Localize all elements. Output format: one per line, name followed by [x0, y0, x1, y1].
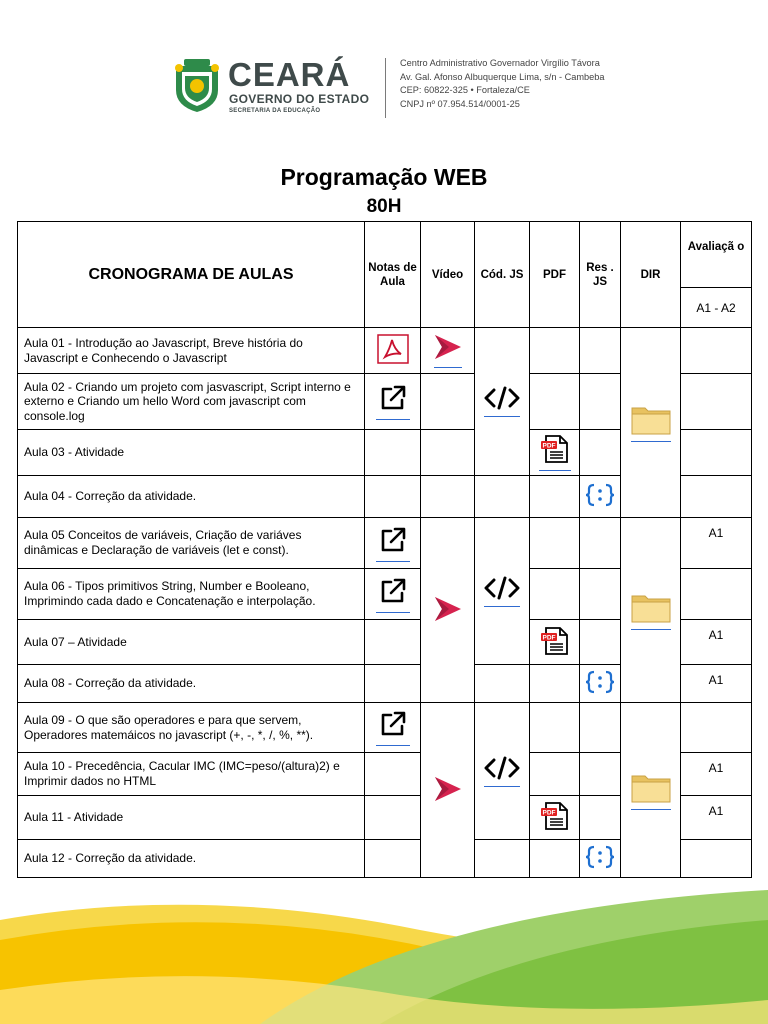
folder-link[interactable] [631, 591, 671, 630]
header-cod-js: Cód. JS [475, 222, 530, 328]
avaliacao-cell [681, 476, 752, 518]
notas-cell [365, 703, 421, 753]
cod-js-cell [475, 665, 530, 703]
code-js-link[interactable] [484, 386, 520, 417]
pdf-cell [530, 476, 580, 518]
pdf-cell [530, 840, 580, 878]
video-cell [421, 518, 475, 703]
avaliacao-cell [681, 703, 752, 753]
header-avaliacao: Avaliaçã o [681, 222, 752, 288]
pdf-cell [530, 569, 580, 620]
notas-cell [365, 374, 421, 430]
brand-subtitle: GOVERNO DO ESTADO [229, 92, 370, 106]
header-notas: Notas de Aula [365, 222, 421, 328]
aula-description: Aula 03 - Atividade [18, 430, 365, 476]
address-block [400, 57, 768, 111]
header-pdf: PDF [530, 222, 580, 328]
letterhead [0, 0, 768, 130]
brand-secretaria: SECRETARIA DA EDUCAÇÃO [229, 108, 321, 114]
video-cell [421, 476, 475, 518]
folder-icon [631, 591, 671, 623]
res-js-cell [580, 665, 621, 703]
acrobat-pdf-icon [377, 334, 409, 364]
avaliacao-cell: A1 [681, 753, 752, 796]
res-js-cell [580, 328, 621, 374]
pdf-file-icon [540, 801, 570, 831]
notas-cell [365, 753, 421, 796]
pdf-cell [530, 703, 580, 753]
folder-icon [631, 403, 671, 435]
pdf-file-icon [540, 434, 570, 464]
res-js-cell [580, 703, 621, 753]
play-video-icon [433, 775, 463, 803]
external-notes-link[interactable] [376, 576, 410, 613]
svg-text:PDF: PDF [542, 809, 555, 817]
cod-js-cell [475, 476, 530, 518]
notas-cell [365, 569, 421, 620]
res-js-link[interactable] [585, 670, 615, 697]
aula-description: Aula 06 - Tipos primitivos String, Number e Booleano, Imprimindo cada dado e Concatenação e interpolação. [18, 569, 365, 620]
brand-name: CEARÁ [228, 56, 351, 93]
avaliacao-cell: A1 [681, 665, 752, 703]
pdf-notes-link[interactable] [377, 334, 409, 367]
svg-text:PDF: PDF [542, 634, 555, 641]
folder-link[interactable] [631, 771, 671, 810]
notas-cell [365, 476, 421, 518]
pdf-cell [530, 374, 580, 430]
avaliacao-cell [681, 374, 752, 430]
dir-cell [621, 518, 681, 703]
aula-description: Aula 02 - Criando um projeto com jasvascript, Script interno e externo e Criando um hello Word com javascript com console.log [18, 374, 365, 430]
aula-description: Aula 11 - Atividade [18, 796, 365, 840]
aula-description: Aula 04 - Correção da atividade. [18, 476, 365, 518]
address-line: Av. Gal. Afonso Albuquerque Lima, s/n - Cambeba [400, 71, 605, 82]
pdf-cell [530, 430, 580, 476]
pdf-cell [530, 518, 580, 569]
code-icon [484, 756, 520, 780]
external-link-icon [378, 383, 408, 413]
res-js-cell [580, 518, 621, 569]
address-line: CNPJ nº 07.954.514/0001-25 [400, 98, 520, 109]
pdf-cell [530, 796, 580, 840]
dir-cell [621, 703, 681, 878]
header-res-js: Res . JS [580, 222, 621, 328]
code-js-link[interactable] [484, 576, 520, 607]
notas-cell [365, 430, 421, 476]
dir-cell [621, 328, 681, 518]
notas-cell [365, 796, 421, 840]
cod-js-cell [475, 840, 530, 878]
code-js-link[interactable] [484, 756, 520, 787]
json-braces-icon [585, 483, 615, 507]
res-js-link[interactable] [585, 845, 615, 872]
video-link[interactable] [433, 595, 463, 626]
external-link-icon [378, 576, 408, 606]
notas-cell [365, 840, 421, 878]
pdf-cell [530, 753, 580, 796]
play-video-icon [433, 595, 463, 623]
video-cell [421, 328, 475, 374]
external-notes-link[interactable] [376, 383, 410, 420]
notas-cell [365, 518, 421, 569]
external-notes-link[interactable] [376, 709, 410, 746]
cod-js-cell [475, 518, 530, 665]
state-seal-icon [172, 56, 222, 114]
code-icon [484, 576, 520, 600]
svg-text:PDF: PDF [542, 442, 555, 450]
res-js-cell [580, 840, 621, 878]
pdf-link[interactable] [540, 801, 570, 834]
header-divider [385, 58, 386, 118]
notas-cell [365, 665, 421, 703]
res-js-cell [580, 796, 621, 840]
external-link-icon [378, 525, 408, 555]
pdf-file-icon [540, 626, 570, 656]
page-title: Programação WEB [280, 164, 488, 190]
video-cell [421, 703, 475, 878]
cod-js-cell [475, 328, 530, 476]
notas-cell [365, 328, 421, 374]
address-line: CEP: 60822-325 • Fortaleza/CE [400, 85, 530, 96]
address-line: Centro Administrativo Governador Virgílio Távora [400, 58, 600, 68]
aula-description: Aula 08 - Correção da atividade. [18, 665, 365, 703]
external-link-icon [378, 709, 408, 739]
schedule-table [17, 221, 752, 878]
aula-description: Aula 10 - Precedência, Cacular IMC (IMC=peso/(altura)2) e Imprimir dados no HTML [18, 753, 365, 796]
video-link[interactable] [433, 333, 463, 368]
pdf-cell [530, 665, 580, 703]
header-dir: DIR [621, 222, 681, 328]
video-link[interactable] [433, 775, 463, 806]
pdf-link[interactable] [539, 434, 571, 471]
avaliacao-cell [681, 840, 752, 878]
avaliacao-cell [681, 430, 752, 476]
aula-description: Aula 07 – Atividade [18, 620, 365, 665]
code-icon [484, 386, 520, 410]
cod-js-cell [475, 703, 530, 840]
res-js-cell [580, 753, 621, 796]
header-avaliacao-sub: A1 - A2 [681, 288, 752, 328]
folder-link[interactable] [631, 403, 671, 442]
page-subtitle: 80H [366, 196, 402, 217]
res-js-cell [580, 476, 621, 518]
notas-cell [365, 620, 421, 665]
aula-description: Aula 01 - Introdução ao Javascript, Breve história do Javascript e Conhecendo o Javascript [18, 328, 365, 374]
avaliacao-cell: A1 [681, 796, 752, 840]
aula-description: Aula 05 Conceitos de variáveis, Criação de variáves dinâmicas e Declaração de variáveis (let e const). [18, 518, 365, 569]
footer-wave-decoration [0, 880, 768, 1024]
pdf-cell [530, 620, 580, 665]
external-notes-link[interactable] [376, 525, 410, 562]
header-cronograma: CRONOGRAMA DE AULAS [18, 222, 365, 328]
res-js-link[interactable] [585, 483, 615, 510]
avaliacao-cell [681, 569, 752, 620]
header-video: Vídeo [421, 222, 475, 328]
res-js-cell [580, 430, 621, 476]
json-braces-icon [585, 845, 615, 869]
play-video-icon [433, 333, 463, 361]
res-js-cell [580, 374, 621, 430]
avaliacao-cell: A1 [681, 518, 752, 569]
video-cell [421, 430, 475, 476]
res-js-cell [580, 569, 621, 620]
avaliacao-cell [681, 328, 752, 374]
pdf-link[interactable] [540, 626, 570, 659]
res-js-cell [580, 620, 621, 665]
aula-description: Aula 09 - O que são operadores e para que servem, Operadores matemáicos no javascript (+, -, *, /, %, **). [18, 703, 365, 753]
avaliacao-cell: A1 [681, 620, 752, 665]
folder-icon [631, 771, 671, 803]
video-cell [421, 374, 475, 430]
json-braces-icon [585, 670, 615, 694]
pdf-cell [530, 328, 580, 374]
aula-description: Aula 12 - Correção da atividade. [18, 840, 365, 878]
